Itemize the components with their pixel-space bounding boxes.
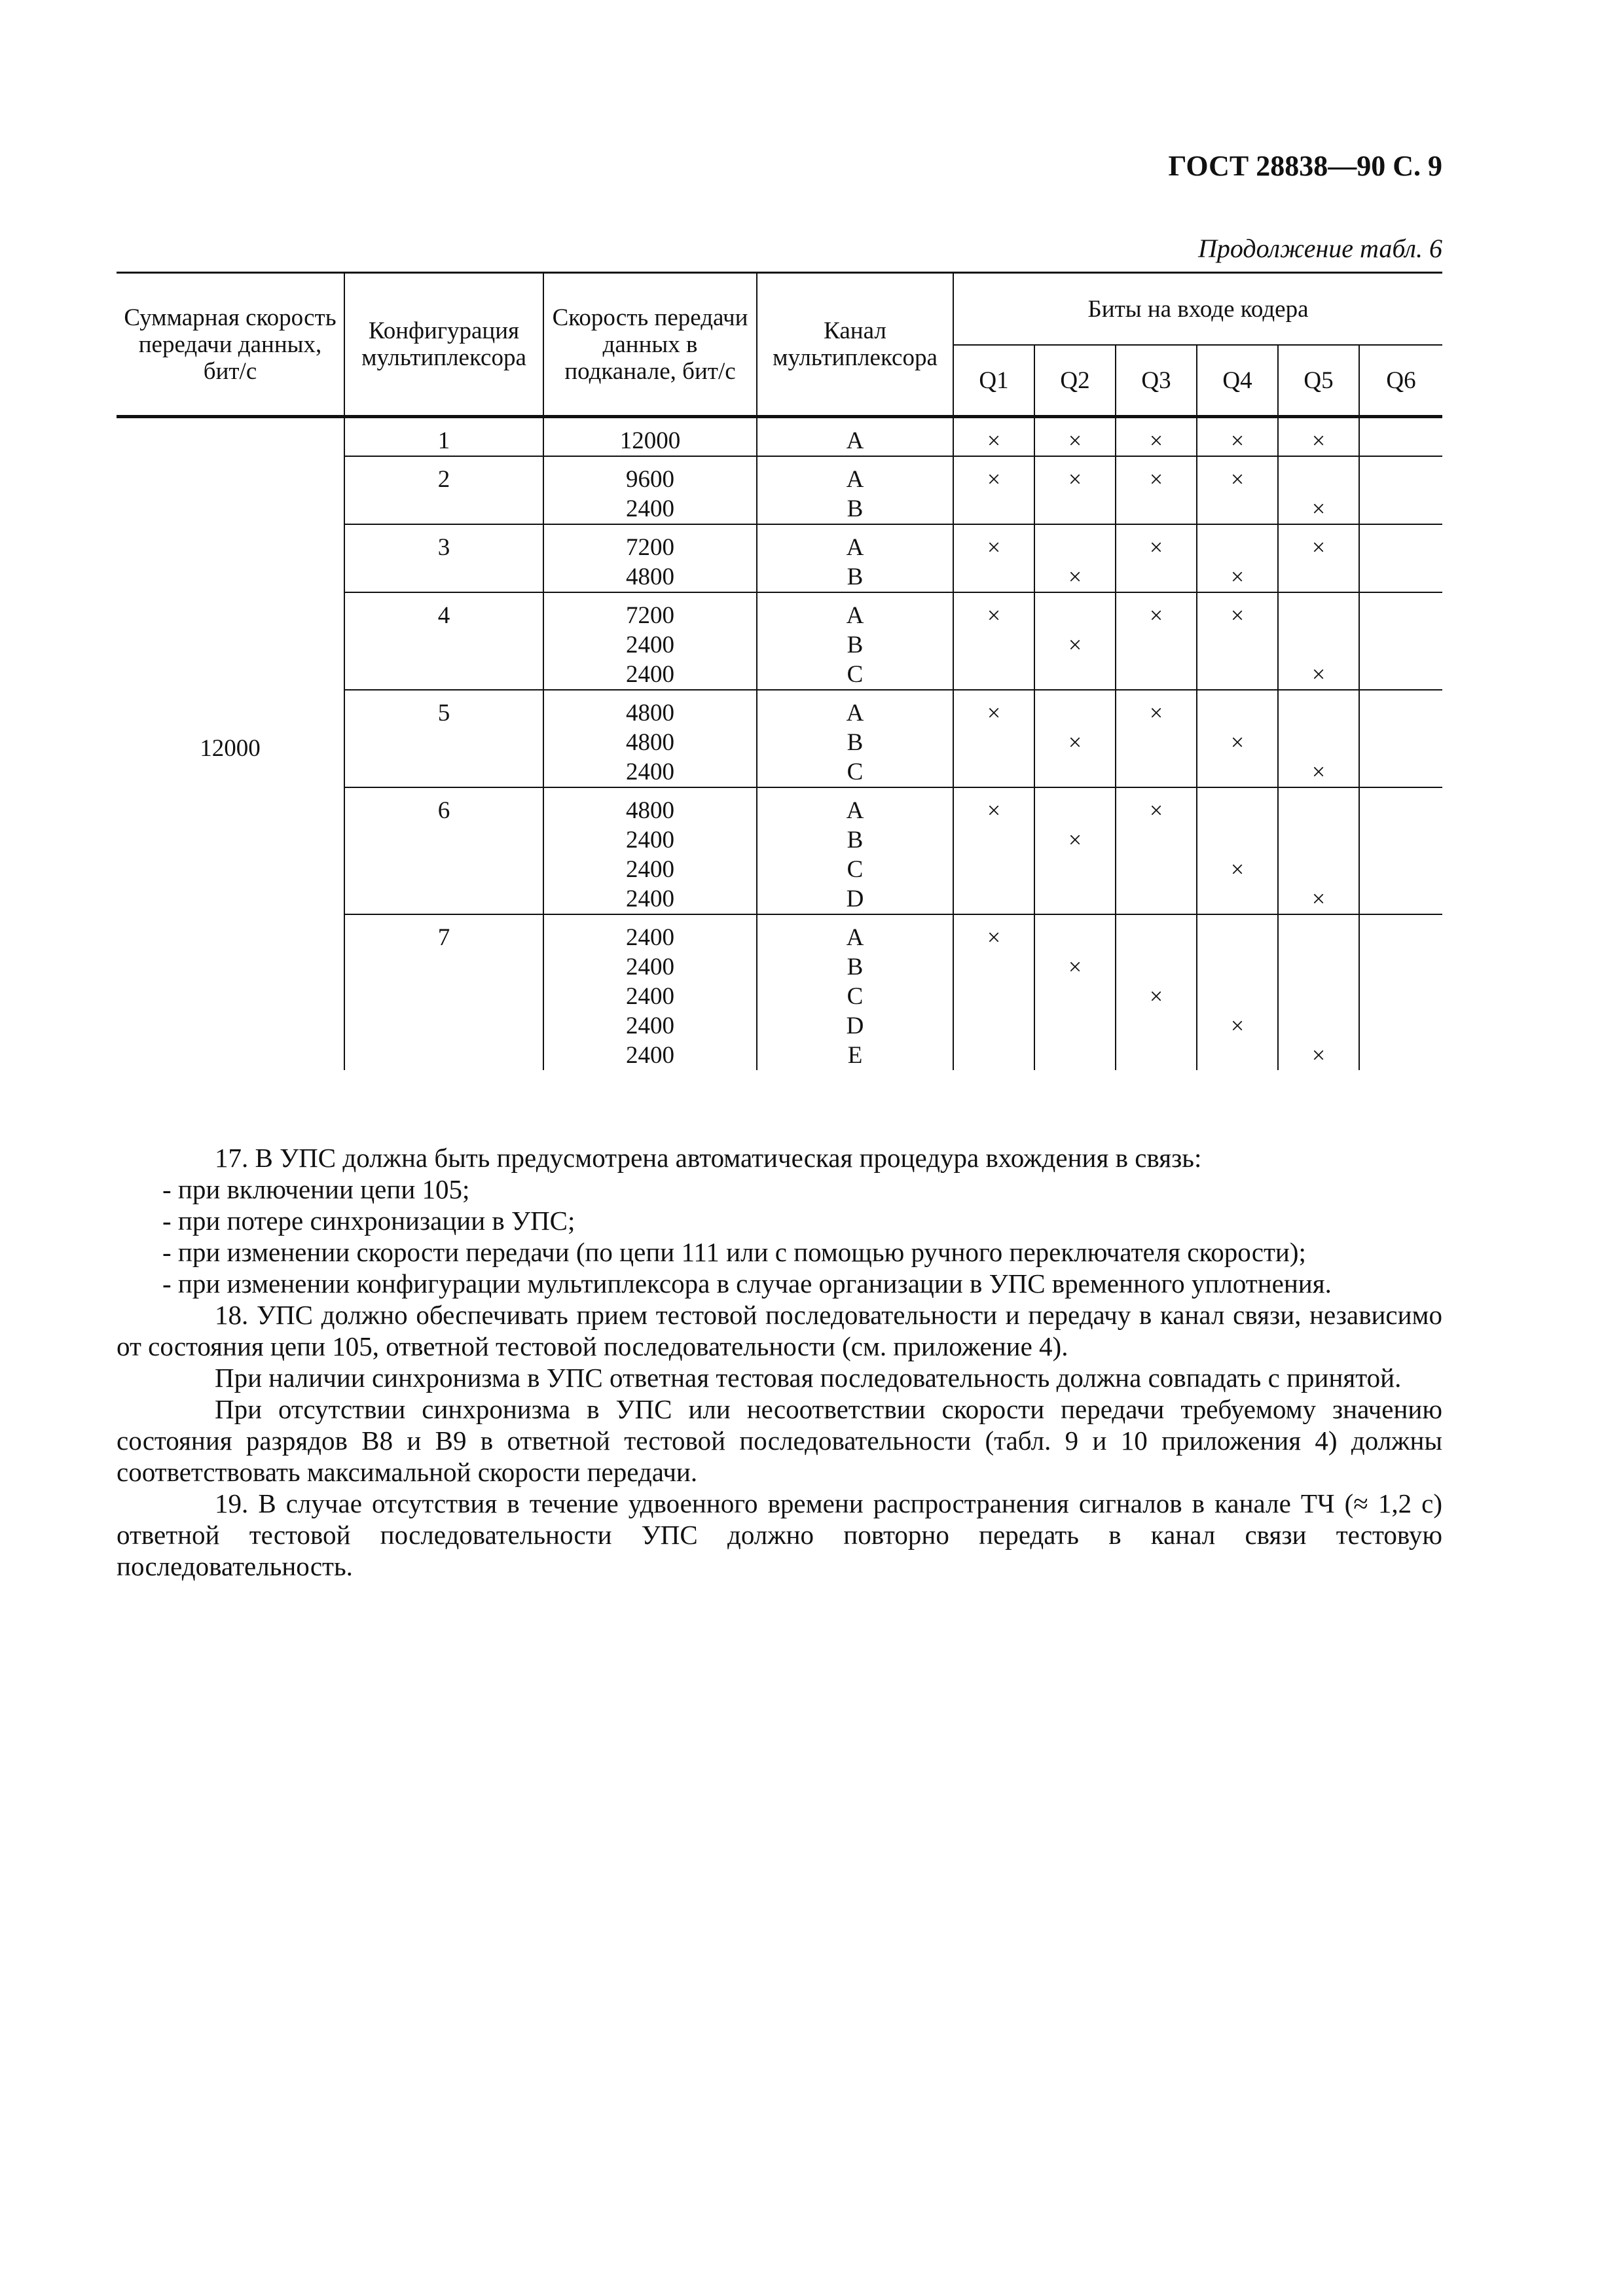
- bit-mark: [1038, 982, 1112, 1011]
- bit-cell-q5: [1278, 592, 1359, 690]
- bit-cell-q1: [953, 592, 1034, 690]
- bit-cell-q4: [1197, 914, 1278, 1070]
- channel-cell-line: B: [847, 827, 864, 853]
- bit-mark: [1200, 533, 1275, 562]
- channel-cell: [757, 456, 953, 524]
- subchannel-speed-cell-line: 2400: [626, 924, 674, 951]
- subchannel-speed-cell-line: 2400: [626, 983, 674, 1010]
- bit-mark: [1200, 757, 1275, 787]
- bit-mark: ×: [987, 427, 1001, 454]
- bit-mark: [1119, 660, 1194, 689]
- channel-cell-line: B: [847, 954, 864, 980]
- bit-cell-q5: [1278, 417, 1359, 457]
- bit-mark: [1362, 601, 1440, 630]
- channel-cell-line: B: [847, 564, 864, 590]
- bit-mark: [1362, 855, 1440, 884]
- subchannel-speed-cell-line: 4800: [626, 564, 674, 590]
- list-item: - при потере синхронизации в УПС;: [162, 1206, 575, 1236]
- bit-cell-q3: [1116, 914, 1197, 1070]
- column-header-q2: Q2: [1034, 345, 1116, 417]
- column-header-config: Конфигурация мультиплексора: [344, 273, 543, 417]
- bit-mark: ×: [1149, 797, 1163, 823]
- bit-cell-q2: [1034, 592, 1116, 690]
- bit-mark: [1200, 1041, 1275, 1070]
- config-cell: 6: [344, 787, 543, 914]
- subchannel-speed-cell-line: 4800: [626, 797, 674, 824]
- bit-cell-q3: [1116, 690, 1197, 787]
- bit-mark: [1281, 728, 1356, 757]
- bit-mark: [1281, 601, 1356, 630]
- list-item: - при изменении скорости передачи (по цепи 111 или с помощью ручного переключателя скорости);: [162, 1237, 1306, 1267]
- bit-mark: ×: [1230, 466, 1245, 492]
- channel-cell-line: A: [846, 427, 864, 454]
- channel-cell-line: C: [847, 983, 864, 1010]
- bit-mark: [1362, 757, 1440, 787]
- channel-cell-line: C: [847, 856, 864, 883]
- bit-mark: ×: [987, 924, 1001, 950]
- bit-mark: [1119, 1011, 1194, 1041]
- bit-mark: [1362, 630, 1440, 660]
- channel-cell-line: A: [846, 700, 864, 726]
- bit-mark: ×: [1230, 729, 1245, 755]
- bit-mark: ×: [1311, 534, 1326, 560]
- channel-cell: [757, 914, 953, 1070]
- table-continuation-label: Продолжение табл. 6: [1197, 234, 1442, 263]
- bit-mark: [1119, 630, 1194, 660]
- subchannel-speed-cell-line: 2400: [626, 495, 674, 522]
- bit-mark: [1362, 465, 1440, 494]
- bit-mark: ×: [1149, 983, 1163, 1009]
- bit-mark: ×: [1230, 427, 1245, 454]
- subchannel-speed-cell: [543, 524, 757, 592]
- bit-mark: [1362, 952, 1440, 982]
- config-cell: 4: [344, 592, 543, 690]
- bit-mark: [1038, 494, 1112, 524]
- subchannel-speed-cell: [543, 592, 757, 690]
- bit-cell-q1: [953, 417, 1034, 457]
- bit-mark: [957, 728, 1031, 757]
- bit-mark: [1281, 1011, 1356, 1041]
- subchannel-speed-cell: [543, 787, 757, 914]
- column-header-sum-speed: Суммарная скорость передачи данных, бит/с: [117, 273, 344, 417]
- bit-cell-q2: [1034, 417, 1116, 457]
- subchannel-speed-cell-line: 2400: [626, 661, 674, 688]
- bit-mark: [1281, 630, 1356, 660]
- channel-cell-line: A: [846, 797, 864, 824]
- bit-mark: [1362, 660, 1440, 689]
- bit-cell-q5: [1278, 690, 1359, 787]
- bit-mark: [1362, 533, 1440, 562]
- bit-mark: ×: [1068, 954, 1082, 980]
- table-row: [117, 417, 1442, 457]
- bit-mark: [1038, 884, 1112, 914]
- column-header-q4: Q4: [1197, 345, 1278, 417]
- column-header-coder-bits: Биты на входе кодера: [953, 273, 1442, 346]
- bit-mark: ×: [1068, 466, 1082, 492]
- bit-mark: [1362, 1011, 1440, 1041]
- bit-mark: [1038, 923, 1112, 952]
- subchannel-speed-cell-line: 7200: [626, 602, 674, 629]
- subchannel-speed-cell-line: 2400: [626, 886, 674, 912]
- bit-mark: [1362, 728, 1440, 757]
- channel-cell-line: B: [847, 632, 864, 658]
- bit-mark: [1281, 923, 1356, 952]
- bit-mark: ×: [1311, 495, 1326, 522]
- bit-mark: [1362, 982, 1440, 1011]
- bit-mark: ×: [1311, 427, 1326, 454]
- bit-mark: ×: [1149, 427, 1163, 454]
- bit-mark: [1281, 855, 1356, 884]
- subchannel-speed-cell-line: 4800: [626, 729, 674, 756]
- bit-mark: [1200, 660, 1275, 689]
- paragraph-17: 17. В УПС должна быть предусмотрена автоматическая процедура вхождения в связь:: [215, 1143, 1202, 1173]
- column-header-subchannel-speed: Скорость передачи данных в подканале, бит/с: [543, 273, 757, 417]
- column-header-q6: Q6: [1359, 345, 1442, 417]
- bit-cell-q1: [953, 787, 1034, 914]
- bit-cell-q2: [1034, 690, 1116, 787]
- bit-mark: [1038, 698, 1112, 728]
- bit-cell-q1: [953, 456, 1034, 524]
- bit-mark: [1200, 923, 1275, 952]
- column-header-q5: Q5: [1278, 345, 1359, 417]
- table-6: [117, 272, 1442, 1070]
- bit-mark: [1281, 562, 1356, 592]
- bit-mark: [1200, 796, 1275, 825]
- channel-cell-line: D: [846, 1013, 864, 1039]
- subchannel-speed-cell-line: 2400: [626, 856, 674, 883]
- bit-cell-q3: [1116, 524, 1197, 592]
- bit-mark: [957, 982, 1031, 1011]
- channel-cell: [757, 787, 953, 914]
- bit-mark: [957, 1011, 1031, 1041]
- channel-cell-line: D: [846, 886, 864, 912]
- channel-cell: [757, 524, 953, 592]
- bit-mark: [957, 825, 1031, 855]
- bit-mark: [1119, 728, 1194, 757]
- bit-cell-q4: [1197, 592, 1278, 690]
- bit-cell-q6: [1359, 417, 1442, 457]
- subchannel-speed-cell-line: 4800: [626, 700, 674, 726]
- bit-cell-q1: [953, 914, 1034, 1070]
- bit-cell-q5: [1278, 914, 1359, 1070]
- bit-mark: [1038, 533, 1112, 562]
- bit-mark: [1281, 825, 1356, 855]
- channel-cell-line: C: [847, 661, 864, 688]
- bit-cell-q4: [1197, 417, 1278, 457]
- paragraph-18-b: При отсутствии синхронизма в УПС или несоответствии скорости передачи требуемому значению состояния разрядов В8 и В9 в ответной тестовой последовательности (табл. 9 и 10 приложения 4) должны соответствовать максимальной скорости передачи.: [117, 1394, 1442, 1487]
- paragraph-19: 19. В случае отсутствия в течение удвоенного времени распространения сигналов в канале ТЧ (≈ 1,2 с) ответной тестовой последовательности УПС должно повторно передать в канал связи тестовую последовательность.: [117, 1488, 1442, 1581]
- channel-cell: [757, 690, 953, 787]
- channel-cell-line: B: [847, 495, 864, 522]
- bit-mark: ×: [987, 466, 1001, 492]
- bit-cell-q6: [1359, 524, 1442, 592]
- bit-mark: ×: [1230, 564, 1245, 590]
- column-header-q1: Q1: [953, 345, 1034, 417]
- bit-mark: [1119, 1041, 1194, 1070]
- paragraph-18: 18. УПС должно обеспечивать прием тестовой последовательности и передачу в канал связи, независимо от состояния цепи 105, ответной тестовой последовательности (см. приложение 4).: [117, 1300, 1442, 1361]
- bit-cell-q1: [953, 690, 1034, 787]
- bit-mark: ×: [987, 797, 1001, 823]
- bit-mark: ×: [1149, 602, 1163, 628]
- bit-cell-q4: [1197, 456, 1278, 524]
- bit-cell-q6: [1359, 592, 1442, 690]
- bit-mark: [1119, 952, 1194, 982]
- bit-cell-q1: [953, 524, 1034, 592]
- bit-mark: ×: [1230, 1013, 1245, 1039]
- subchannel-speed-cell-line: 2400: [626, 759, 674, 785]
- bit-mark: [1038, 660, 1112, 689]
- subchannel-speed-cell-line: 2400: [626, 954, 674, 980]
- bit-mark: [1362, 494, 1440, 524]
- bit-mark: [957, 630, 1031, 660]
- body-text: [117, 1142, 1442, 1582]
- subchannel-speed-cell-line: 2400: [626, 827, 674, 853]
- sum-speed-cell: 12000: [117, 417, 344, 1071]
- bit-mark: [1119, 855, 1194, 884]
- bit-cell-q5: [1278, 524, 1359, 592]
- config-cell: 2: [344, 456, 543, 524]
- bit-mark: [1119, 923, 1194, 952]
- bit-mark: [1200, 494, 1275, 524]
- bit-mark: [1119, 757, 1194, 787]
- bit-cell-q4: [1197, 690, 1278, 787]
- subchannel-speed-cell-line: 2400: [626, 1013, 674, 1039]
- bit-cell-q2: [1034, 787, 1116, 914]
- channel-cell-line: A: [846, 602, 864, 629]
- bit-mark: ×: [987, 602, 1001, 628]
- bit-mark: [1281, 465, 1356, 494]
- bit-mark: [957, 884, 1031, 914]
- channel-cell-line: A: [846, 534, 864, 561]
- bit-mark: [957, 1041, 1031, 1070]
- bit-mark: [1281, 698, 1356, 728]
- paragraph-18-a: При наличии синхронизма в УПС ответная тестовая последовательность должна совпадать с принятой.: [215, 1363, 1402, 1393]
- channel-cell-line: A: [846, 924, 864, 951]
- bit-cell-q2: [1034, 914, 1116, 1070]
- bit-cell-q4: [1197, 524, 1278, 592]
- bit-mark: [1362, 825, 1440, 855]
- channel-cell-line: E: [847, 1042, 863, 1069]
- bit-mark: ×: [987, 700, 1001, 726]
- bit-mark: [1362, 884, 1440, 914]
- bit-mark: [1200, 825, 1275, 855]
- bit-mark: ×: [1068, 427, 1082, 454]
- bit-mark: ×: [1068, 632, 1082, 658]
- bit-mark: [1119, 562, 1194, 592]
- subchannel-speed-cell: [543, 456, 757, 524]
- bit-mark: [1200, 952, 1275, 982]
- bit-cell-q3: [1116, 787, 1197, 914]
- column-header-channel: Канал мультиплексора: [757, 273, 953, 417]
- bit-mark: ×: [1311, 759, 1326, 785]
- bit-mark: ×: [1149, 534, 1163, 560]
- subchannel-speed-cell: [543, 914, 757, 1070]
- config-cell: 7: [344, 914, 543, 1070]
- bit-mark: [1362, 562, 1440, 592]
- bit-mark: [1200, 884, 1275, 914]
- subchannel-speed-cell: [543, 690, 757, 787]
- bit-cell-q5: [1278, 787, 1359, 914]
- table-body: [117, 417, 1442, 1071]
- bit-cell-q3: [1116, 417, 1197, 457]
- subchannel-speed-cell-line: 12000: [619, 427, 681, 454]
- bit-mark: [1038, 601, 1112, 630]
- bit-cell-q6: [1359, 914, 1442, 1070]
- bit-mark: [1362, 426, 1440, 456]
- bit-mark: [957, 494, 1031, 524]
- bit-mark: [1362, 698, 1440, 728]
- subchannel-speed-cell-line: 7200: [626, 534, 674, 561]
- list-item: - при включении цепи 105;: [162, 1174, 470, 1204]
- bit-mark: ×: [1068, 729, 1082, 755]
- channel-cell: [757, 592, 953, 690]
- config-cell: 1: [344, 417, 543, 457]
- bit-mark: [1119, 884, 1194, 914]
- subchannel-speed-cell-line: 9600: [626, 466, 674, 493]
- bit-mark: [1200, 698, 1275, 728]
- bit-cell-q4: [1197, 787, 1278, 914]
- bit-mark: [1038, 1011, 1112, 1041]
- list-item: - при изменении конфигурации мультиплексора в случае организации в УПС временного уплотнения.: [162, 1268, 1332, 1299]
- bit-mark: ×: [1149, 466, 1163, 492]
- bit-mark: ×: [987, 534, 1001, 560]
- bit-mark: ×: [1068, 564, 1082, 590]
- bit-mark: [1119, 825, 1194, 855]
- bit-mark: [1119, 494, 1194, 524]
- subchannel-speed-cell-line: 2400: [626, 632, 674, 658]
- config-cell: 3: [344, 524, 543, 592]
- document-reference: ГОСТ 28838—90 С. 9: [1168, 150, 1442, 182]
- bit-cell-q6: [1359, 787, 1442, 914]
- bit-cell-q6: [1359, 690, 1442, 787]
- channel-cell: [757, 417, 953, 457]
- bit-cell-q6: [1359, 456, 1442, 524]
- bit-mark: [1200, 982, 1275, 1011]
- bit-mark: [1281, 796, 1356, 825]
- bit-mark: [1038, 757, 1112, 787]
- bit-mark: [1038, 1041, 1112, 1070]
- bit-mark: ×: [1149, 700, 1163, 726]
- channel-cell-line: A: [846, 466, 864, 493]
- bit-cell-q2: [1034, 456, 1116, 524]
- bit-mark: [957, 855, 1031, 884]
- bit-mark: [957, 660, 1031, 689]
- bit-cell-q3: [1116, 456, 1197, 524]
- bit-mark: [1200, 630, 1275, 660]
- bit-cell-q3: [1116, 592, 1197, 690]
- bit-mark: ×: [1311, 661, 1326, 687]
- bit-mark: ×: [1311, 1042, 1326, 1068]
- bit-mark: [1281, 952, 1356, 982]
- column-header-q3: Q3: [1116, 345, 1197, 417]
- subchannel-speed-cell: [543, 417, 757, 457]
- bit-mark: ×: [1230, 856, 1245, 882]
- bit-mark: [1281, 982, 1356, 1011]
- bit-mark: ×: [1230, 602, 1245, 628]
- bit-mark: [1362, 1041, 1440, 1070]
- channel-cell-line: B: [847, 729, 864, 756]
- bit-mark: [957, 952, 1031, 982]
- bit-cell-q5: [1278, 456, 1359, 524]
- channel-cell-line: C: [847, 759, 864, 785]
- bit-mark: [957, 562, 1031, 592]
- bit-mark: ×: [1068, 827, 1082, 853]
- subchannel-speed-cell-line: 2400: [626, 1042, 674, 1069]
- bit-mark: [1362, 923, 1440, 952]
- bit-mark: [1038, 796, 1112, 825]
- config-cell: 5: [344, 690, 543, 787]
- bit-mark: [1362, 796, 1440, 825]
- bit-cell-q2: [1034, 524, 1116, 592]
- bit-mark: [957, 757, 1031, 787]
- bit-mark: [1038, 855, 1112, 884]
- bit-mark: ×: [1311, 886, 1326, 912]
